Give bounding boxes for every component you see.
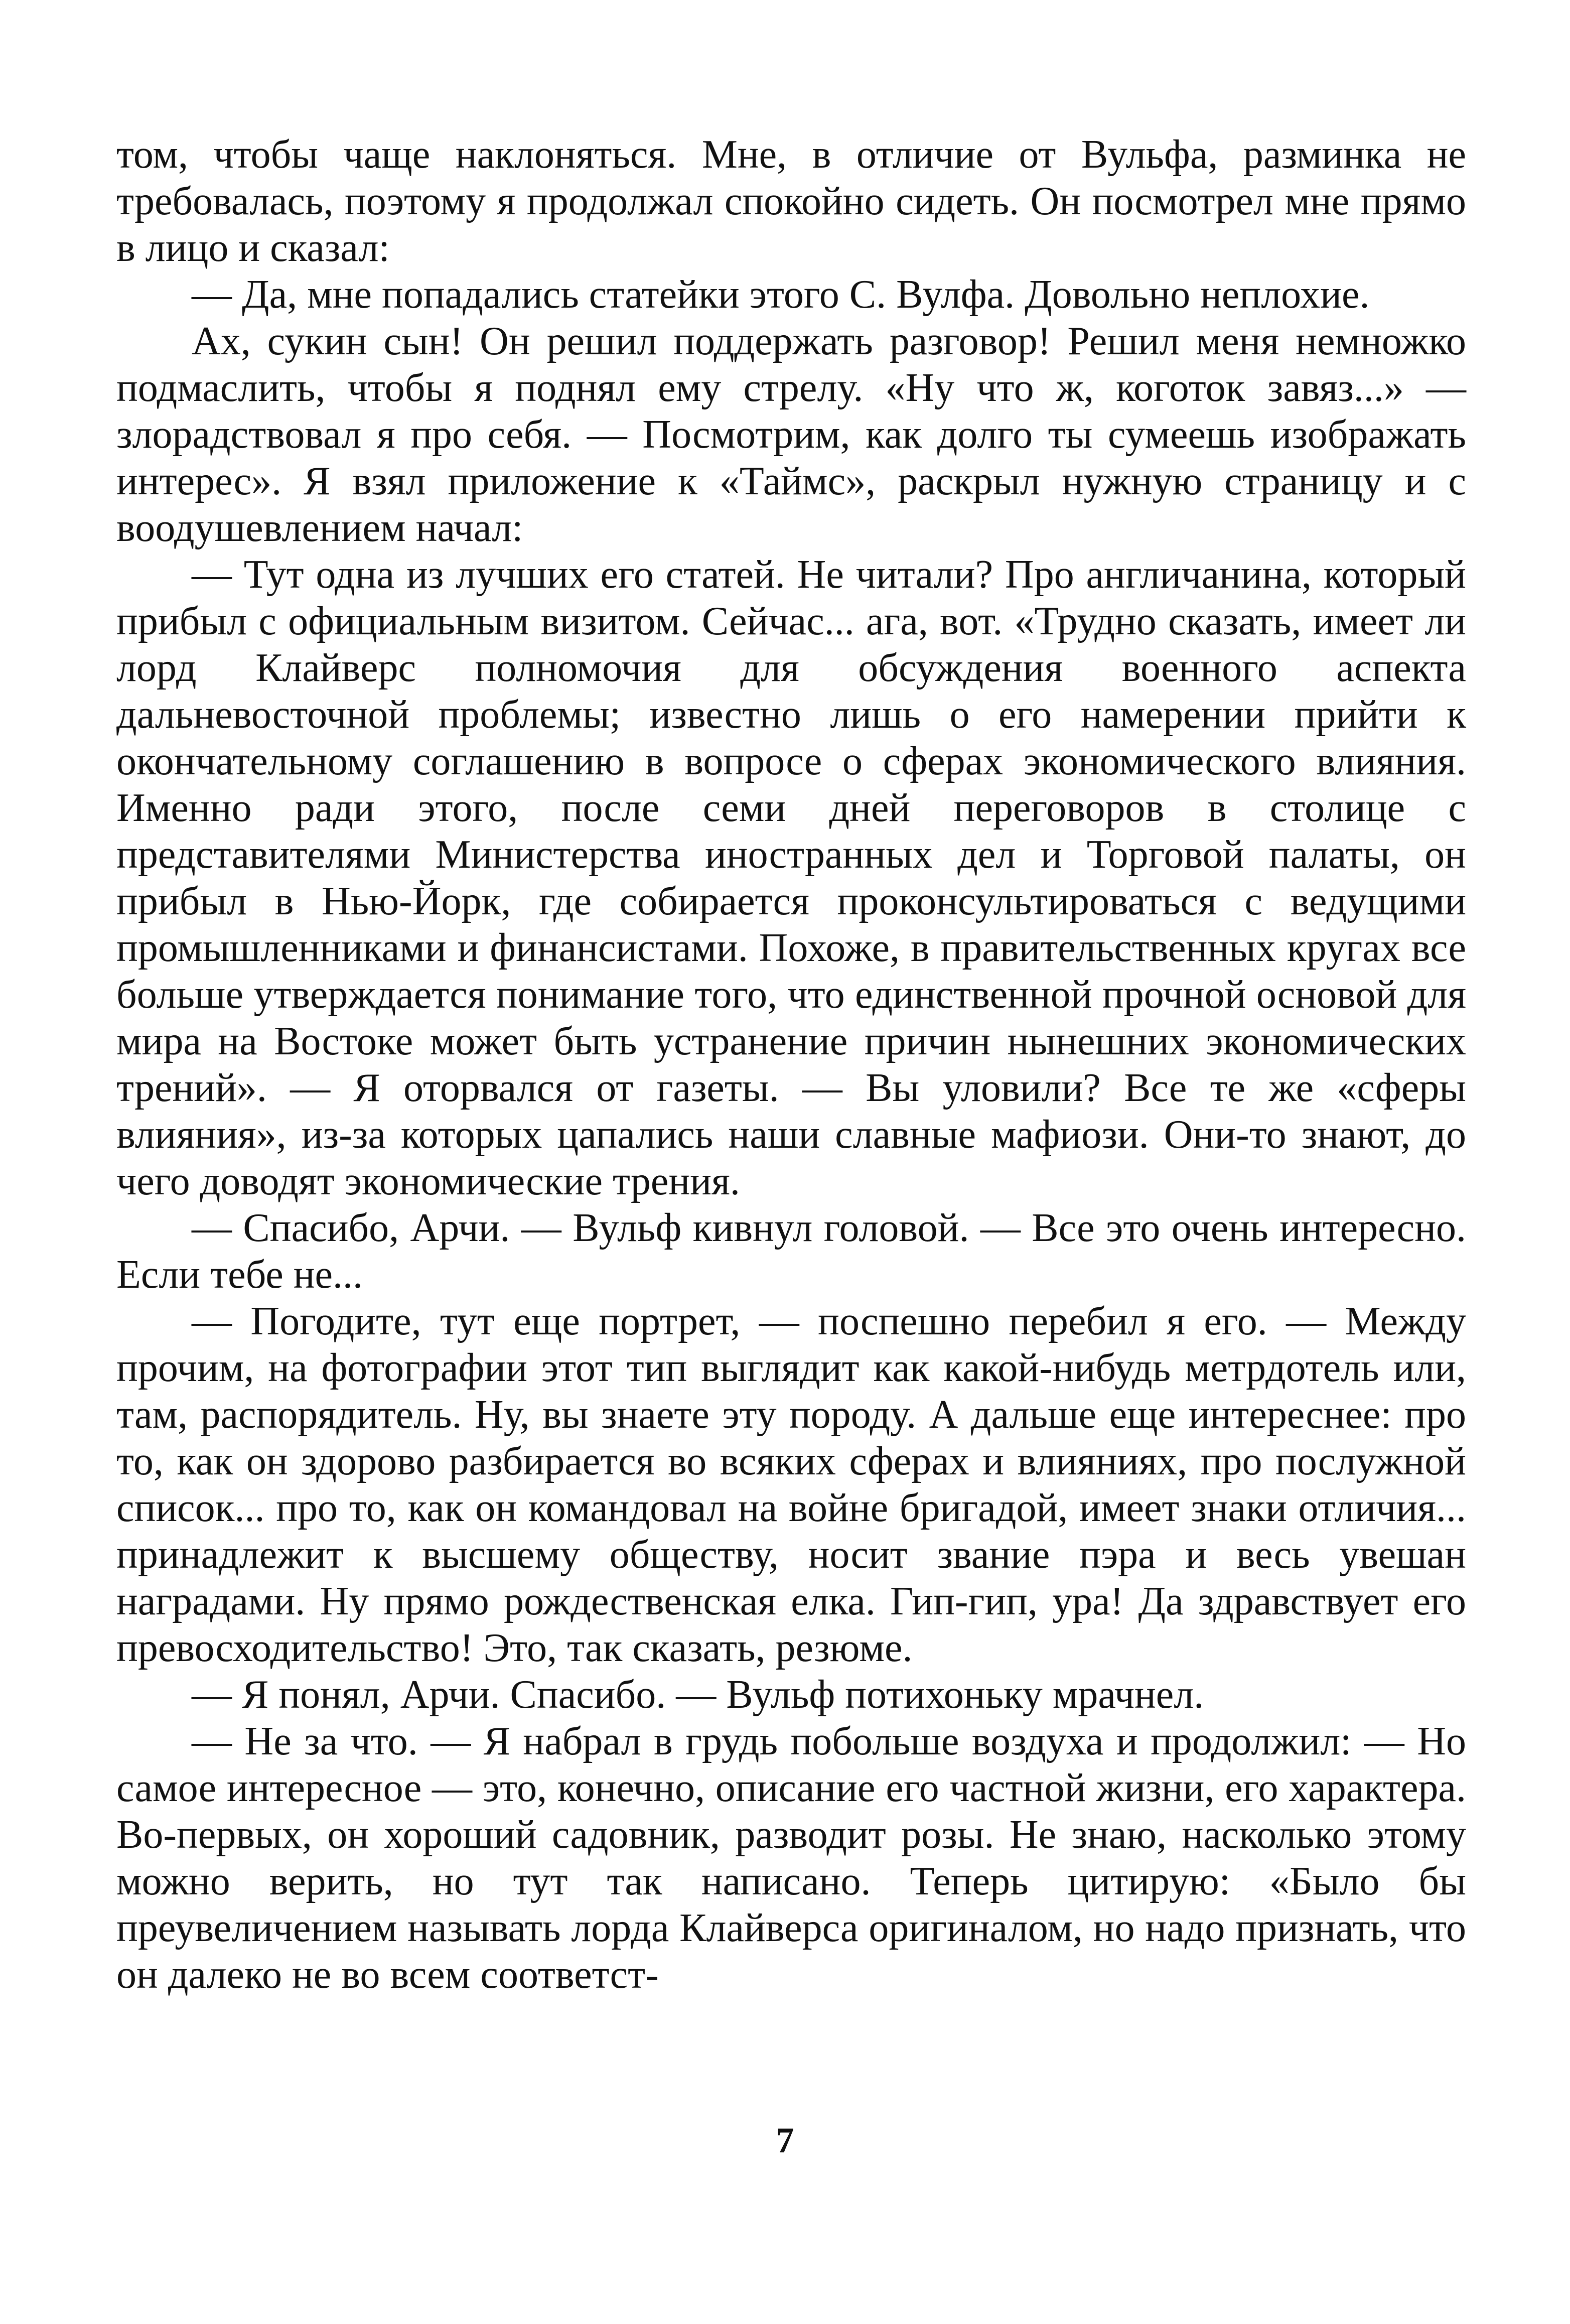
paragraph: — Я понял, Арчи. Спасибо. — Вульф потихоньку мрачнел. — [192, 1673, 1204, 1717]
page-number: 7 — [776, 2120, 794, 2160]
paragraph: Ах, сукин сын! Он решил поддержать разговор! Решил меня немножко подмаслить, чтобы я поднял ему стрелу. «Ну что ж, коготок завяз...» — злорадствовал я про себя. — Посмотрим, как долго ты сумеешь изображать интерес». Я взял приложение к «Таймс», раскрыл нужную страницу и с воодушевлением начал: — [116, 319, 1466, 550]
paragraph: том, чтобы чаще наклоняться. Мне, в отличие от Вульфа, разминка не требовалась, поэтому я продолжал спокойно сидеть. Он посмотрел мне прямо в лицо и сказал: — [116, 132, 1466, 270]
paragraph: — Погодите, тут еще портрет, — поспешно перебил я его. — Между прочим, на фотографии этот тип выглядит как какой-нибудь метрдотель или, там, распорядитель. Ну, вы знаете эту породу. А дальше еще интереснее: про то, как он здорово разбирается во всяких сферах и влияниях, про послужной список... про то, как он командовал на войне бригадой, имеет знаки отличия... принадлежит к высшему обществу, носит звание пэра и весь увешан наградами. Ну прямо рождественская елка. Гип-гип, ура! Да здравствует его превосходительство! Это, так сказать, резюме. — [116, 1299, 1466, 1670]
paragraph: — Не за что. — Я набрал в грудь побольше воздуха и продолжил: — Но самое интересное — это, конечно, описание его частной жизни, его характера. Во-первых, он хороший садовник, разводит розы. Не знаю, насколько этому можно верить, но тут так написано. Теперь цитирую: «Было бы преувеличением называть лорда Клайверса оригиналом, но надо признать, что он далеко не во всем соответст- — [116, 1719, 1466, 1997]
body-text — [116, 131, 1466, 1998]
paragraph: — Да, мне попадались статейки этого С. Вулфа. Довольно неплохие. — [192, 272, 1370, 317]
paragraph: — Тут одна из лучших его статей. Не читали? Про англичанина, который прибыл с официальным визитом. Сейчас... ага, вот. «Трудно сказать, имеет ли лорд Клайверс полномочия для обсуждения военного аспекта дальневосточной проблемы; известно лишь о его намерении прийти к окончательному соглашению в вопросе о сферах экономического влияния. Именно ради этого, после семи дней переговоров в столице с представителями Министерства иностранных дел и Торговой палаты, он прибыл в Нью-Йорк, где собирается проконсультироваться с ведущими промышленниками и финансистами. Похоже, в правительственных кругах все больше утверждается понимание того, что единственной прочной основой для мира на Востоке может быть устранение причин нынешних экономических трений». — Я оторвался от газеты. — Вы уловили? Все те же «сферы влияния», из-за которых цапались наши славные мафиози. Они-то знают, до чего доводят экономические трения. — [116, 553, 1466, 1203]
paragraph: — Спасибо, Арчи. — Вульф кивнул головой. — Все это очень интересно. Если тебе не... — [116, 1206, 1466, 1297]
